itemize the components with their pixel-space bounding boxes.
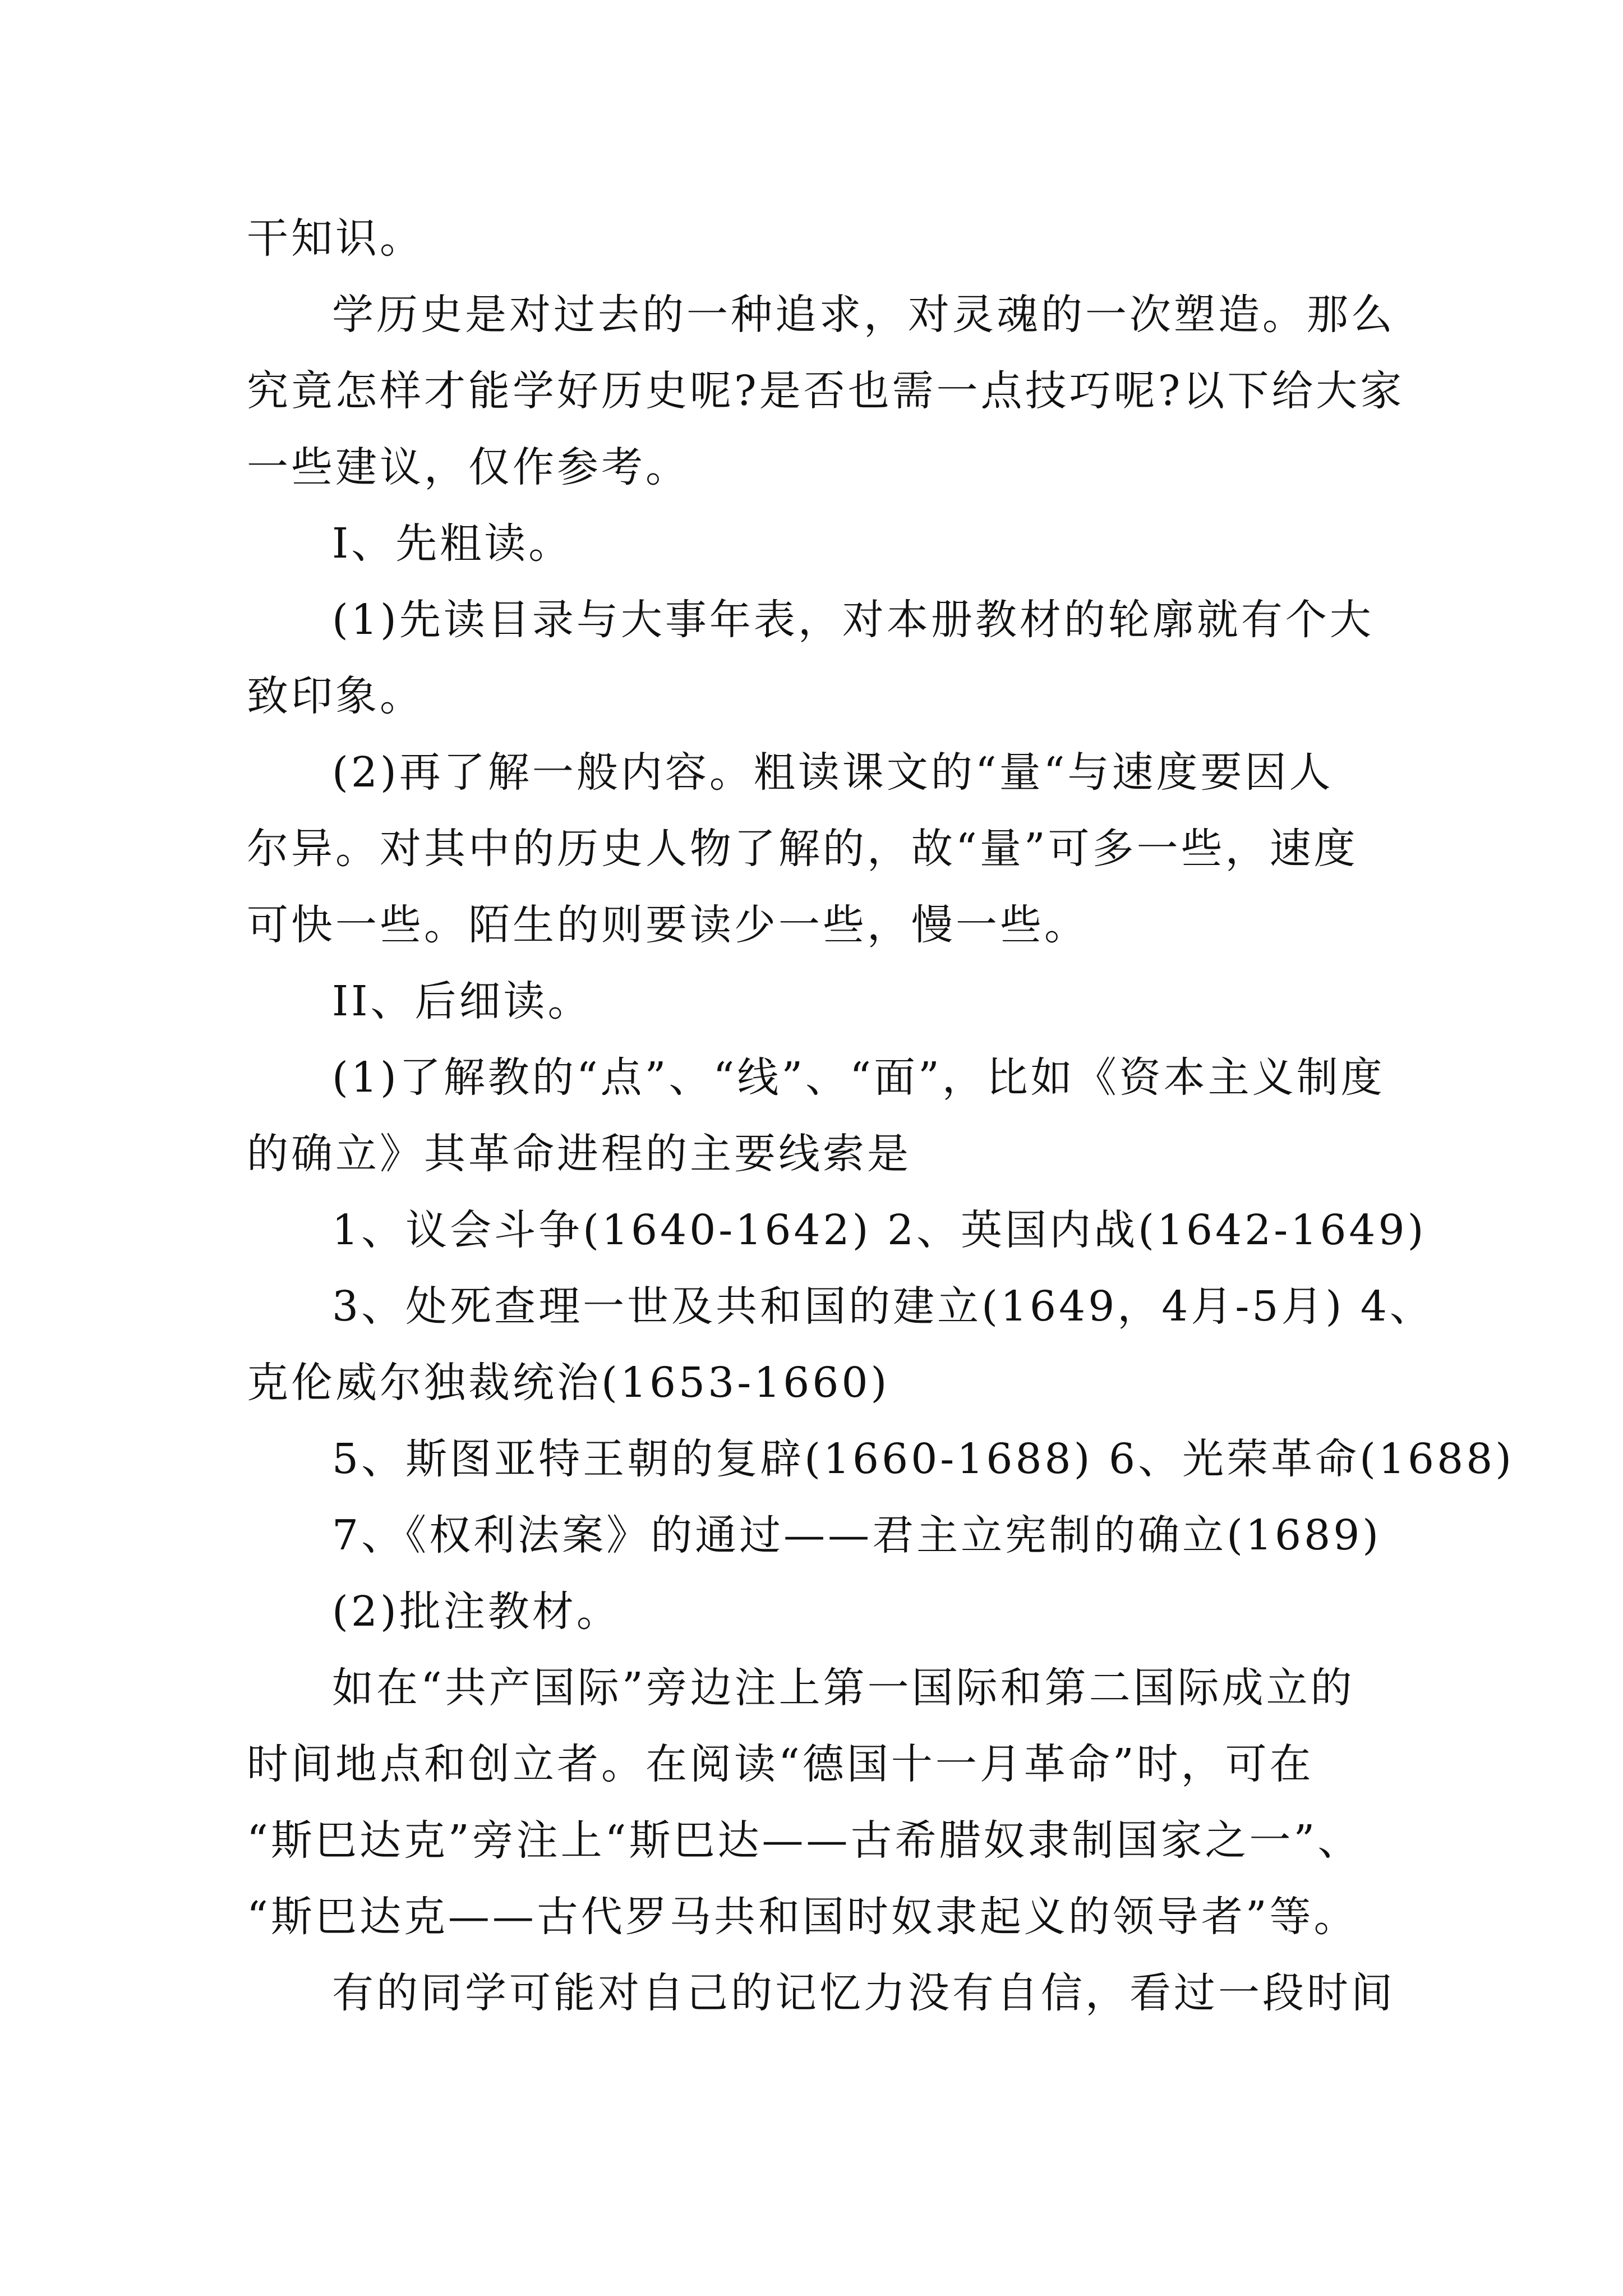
text-line: (1)了解教的“点”、“线”、“面”，比如《资本主义制度: [332, 1053, 1385, 1102]
text-line: 3、处死查理一世及共和国的建立(1649，4月-5月) 4、: [332, 1282, 1434, 1331]
text-line: 有的同学可能对自己的记忆力没有自信，看过一段时间: [332, 1969, 1395, 2017]
text-line: 7、《权利法案》的通过——君主立宪制的确立(1689): [332, 1511, 1382, 1559]
text-line: (2)批注教材。: [332, 1588, 621, 1636]
text-line: 的确立》其革命进程的主要线索是: [247, 1130, 911, 1178]
text-line: 克伦威尔独裁统治(1653-1660): [247, 1359, 890, 1407]
text-line: (2)再了解一般内容。粗读课文的“量“与速度要因人: [332, 748, 1334, 797]
text-line: 致印象。: [247, 672, 424, 720]
text-line: 1、议会斗争(1640-1642) 2、英国内战(1642-1649): [332, 1206, 1427, 1254]
text-line: 一些建议，仅作参考。: [247, 443, 690, 491]
text-line: 时间地点和创立者。在阅读“德国十一月革命”时，可在: [247, 1740, 1314, 1788]
text-line: 干知识。: [247, 214, 424, 263]
text-line: 可快一些。陌生的则要读少一些，慢一些。: [247, 901, 1089, 949]
text-line: 尔异。对其中的历史人物了解的，故“量”可多一些，速度: [247, 825, 1358, 873]
text-line: (1)先读目录与大事年表，对本册教材的轮廓就有个大: [332, 596, 1374, 644]
text-line: 学历史是对过去的一种追求，对灵魂的一次塑造。那么: [332, 291, 1395, 339]
text-line: 5、斯图亚特王朝的复辟(1660-1688) 6、光荣革命(1688): [332, 1435, 1515, 1483]
text-line: II、后细读。: [332, 977, 592, 1025]
text-line: 如在“共产国际”旁边注上第一国际和第二国际成立的: [332, 1664, 1355, 1712]
text-line: 究竟怎样才能学好历史呢?是否也需一点技巧呢?以下给大家: [247, 367, 1405, 415]
text-line: “斯巴达克——古代罗马共和国时奴隶起义的领导者”等。: [247, 1893, 1358, 1941]
text-line: I、先粗读。: [332, 519, 573, 568]
text-line: “斯巴达克”旁注上“斯巴达——古希腊奴隶制国家之一”、: [247, 1816, 1362, 1865]
